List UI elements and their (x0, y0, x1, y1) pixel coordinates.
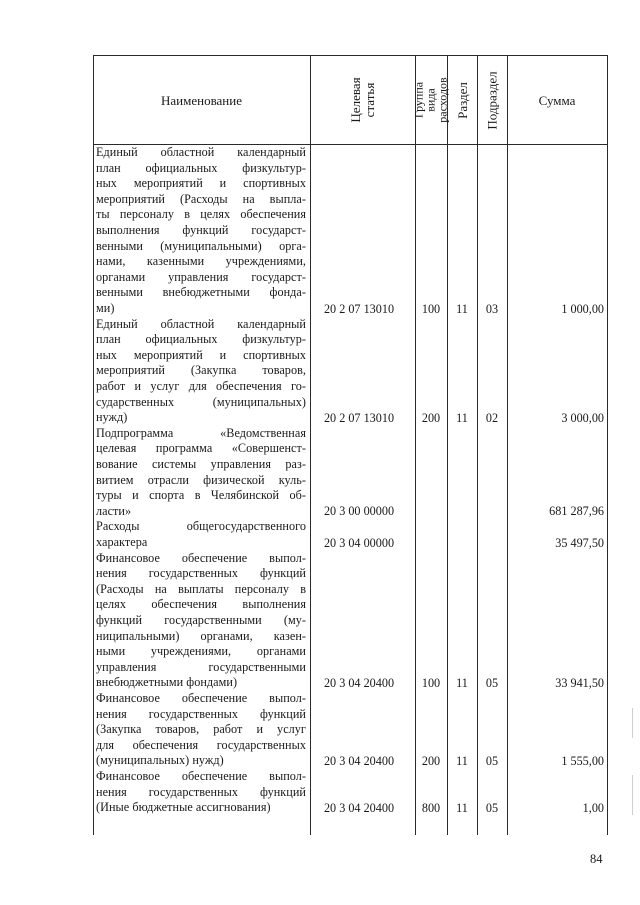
row-name-line: ными учреждениями, органами (96, 644, 306, 659)
row-name (96, 691, 306, 769)
row-name (96, 145, 306, 317)
row-name (96, 769, 306, 816)
row-name-line: нами, казенными учреждениями, (96, 254, 306, 269)
row-name-line: план официальных физкультур- (96, 160, 306, 175)
header-target (310, 55, 415, 145)
row-name (96, 551, 306, 691)
row-target-code: 20 2 07 13010 (323, 410, 395, 425)
scan-margin-mark (632, 775, 633, 815)
row-podrazdel: 05 (485, 800, 499, 815)
row-name-line: целевая программа «Совершенст- (96, 441, 306, 456)
row-sum: 33 941,50 (555, 675, 604, 690)
row-razdel: 11 (456, 800, 468, 815)
row-podrazdel: 05 (485, 754, 499, 768)
row-sum: 681 287,96 (549, 504, 604, 519)
row-name-line: Финансовое обеспечение выпол- (96, 769, 306, 783)
row-name-line: Финансовое обеспечение выпол- (96, 550, 306, 565)
header-name (93, 55, 310, 145)
row-name-line: ных мероприятий и спортивных (96, 176, 306, 191)
header-podrazdel-text: Подраздел (484, 70, 500, 130)
table-row (93, 317, 608, 426)
header-group (412, 55, 450, 145)
row-name-line: мероприятий (Расходы на выпла- (96, 191, 306, 206)
table-row (93, 769, 608, 816)
row-sum: 1,00 (582, 800, 604, 815)
table-row (93, 691, 608, 769)
row-name-line: венными (муниципальными) орга- (96, 238, 306, 253)
row-name-line: (Закупка товаров, работ и услуг (96, 722, 306, 737)
row-name-line: Единый областной календарный (96, 145, 306, 159)
row-name-line: ты персоналу в целях обеспечения (96, 207, 306, 222)
row-expense-group: 200 (421, 754, 441, 768)
row-name-line: функций государственными (му- (96, 612, 306, 627)
header-podrazdel (477, 55, 507, 145)
row-name-line: внебюджетными фондами) (96, 675, 238, 690)
row-name-line: мероприятий (Закупка товаров, (96, 363, 306, 378)
row-sum: 35 497,50 (555, 535, 604, 550)
row-name-line: характера (96, 534, 148, 549)
row-name (96, 317, 306, 426)
row-name-line: нения государственных функций (96, 566, 306, 581)
header-target-text: Целевая статья (347, 77, 377, 123)
row-target-code: 20 3 04 00000 (323, 535, 395, 550)
row-target-code: 20 2 07 13010 (323, 301, 395, 316)
table-row (93, 551, 608, 691)
row-name-line: органами управления государст- (96, 269, 306, 284)
row-name-line: Единый областной календарный (96, 316, 306, 331)
page-number: 84 (590, 852, 603, 866)
row-name-line: туры и спорта в Челябинской об- (96, 488, 306, 503)
row-podrazdel: 03 (485, 301, 499, 316)
row-name-line: венными внебюджетными фонда- (96, 285, 306, 300)
row-name-line: вование системы управления раз- (96, 456, 306, 471)
row-name-line: работ и услуг для обеспечения го- (96, 378, 306, 393)
row-name-line: Расходы общегосударственного (96, 519, 306, 534)
row-name-line: сударственных (муниципальных) (96, 394, 306, 409)
row-sum: 1 555,00 (561, 754, 604, 768)
table-row (93, 426, 608, 520)
header-name-text: Наименование (161, 92, 242, 108)
header-sum-text: Сумма (538, 92, 576, 108)
header-razdel-text: Раздел (454, 81, 470, 119)
row-name-line: (Расходы на выплаты персоналу в (96, 581, 306, 596)
header-razdel (447, 55, 477, 145)
row-expense-group: 800 (421, 800, 441, 815)
row-razdel: 11 (456, 675, 468, 690)
budget-table (93, 55, 608, 835)
header-sum (507, 55, 607, 145)
row-name-line: нужд) (96, 410, 128, 425)
row-name-line: выполнения функций государст- (96, 222, 306, 237)
row-expense-group: 100 (421, 301, 441, 316)
row-name-line: целях обеспечения выполнения (96, 597, 306, 612)
row-name-line: ниципальными) органами, казен- (96, 628, 306, 643)
row-sum: 1 000,00 (561, 301, 604, 316)
row-name-line: нения государственных функций (96, 706, 306, 721)
row-podrazdel: 02 (485, 410, 499, 425)
row-name (96, 426, 306, 520)
row-name-line: (муниципальных) нужд) (96, 753, 224, 768)
scan-margin-mark (632, 708, 633, 738)
row-name-line: Финансовое обеспечение выпол- (96, 691, 306, 705)
row-expense-group: 100 (421, 675, 441, 690)
header-group-text: Группа вида расходов (412, 77, 450, 123)
row-expense-group: 200 (421, 410, 441, 425)
row-target-code: 20 3 04 20400 (323, 675, 395, 690)
row-name-line: ных мероприятий и спортивных (96, 347, 306, 362)
row-name-line: нения государственных функций (96, 784, 306, 799)
row-name-line: план официальных физкультур- (96, 332, 306, 347)
row-name-line: управления государственными (96, 659, 306, 674)
row-target-code: 20 3 04 20400 (323, 800, 395, 815)
row-target-code: 20 3 00 00000 (323, 504, 395, 519)
row-razdel: 11 (456, 301, 468, 316)
row-target-code: 20 3 04 20400 (323, 754, 395, 768)
row-sum: 3 000,00 (561, 410, 604, 425)
row-name-line: витием отрасли физической куль- (96, 472, 306, 487)
table-row (93, 145, 608, 317)
row-podrazdel: 05 (485, 675, 499, 690)
row-name-line: ми) (96, 300, 115, 315)
row-razdel: 11 (456, 410, 468, 425)
table-row (93, 519, 608, 550)
row-razdel: 11 (456, 754, 468, 768)
row-name (96, 519, 306, 550)
row-name-line: ласти» (96, 503, 132, 518)
row-name-line: (Иные бюджетные ассигнования) (96, 800, 271, 815)
row-name-line: для обеспечения государственных (96, 737, 306, 752)
row-name-line: Подпрограмма «Ведомственная (96, 425, 306, 440)
